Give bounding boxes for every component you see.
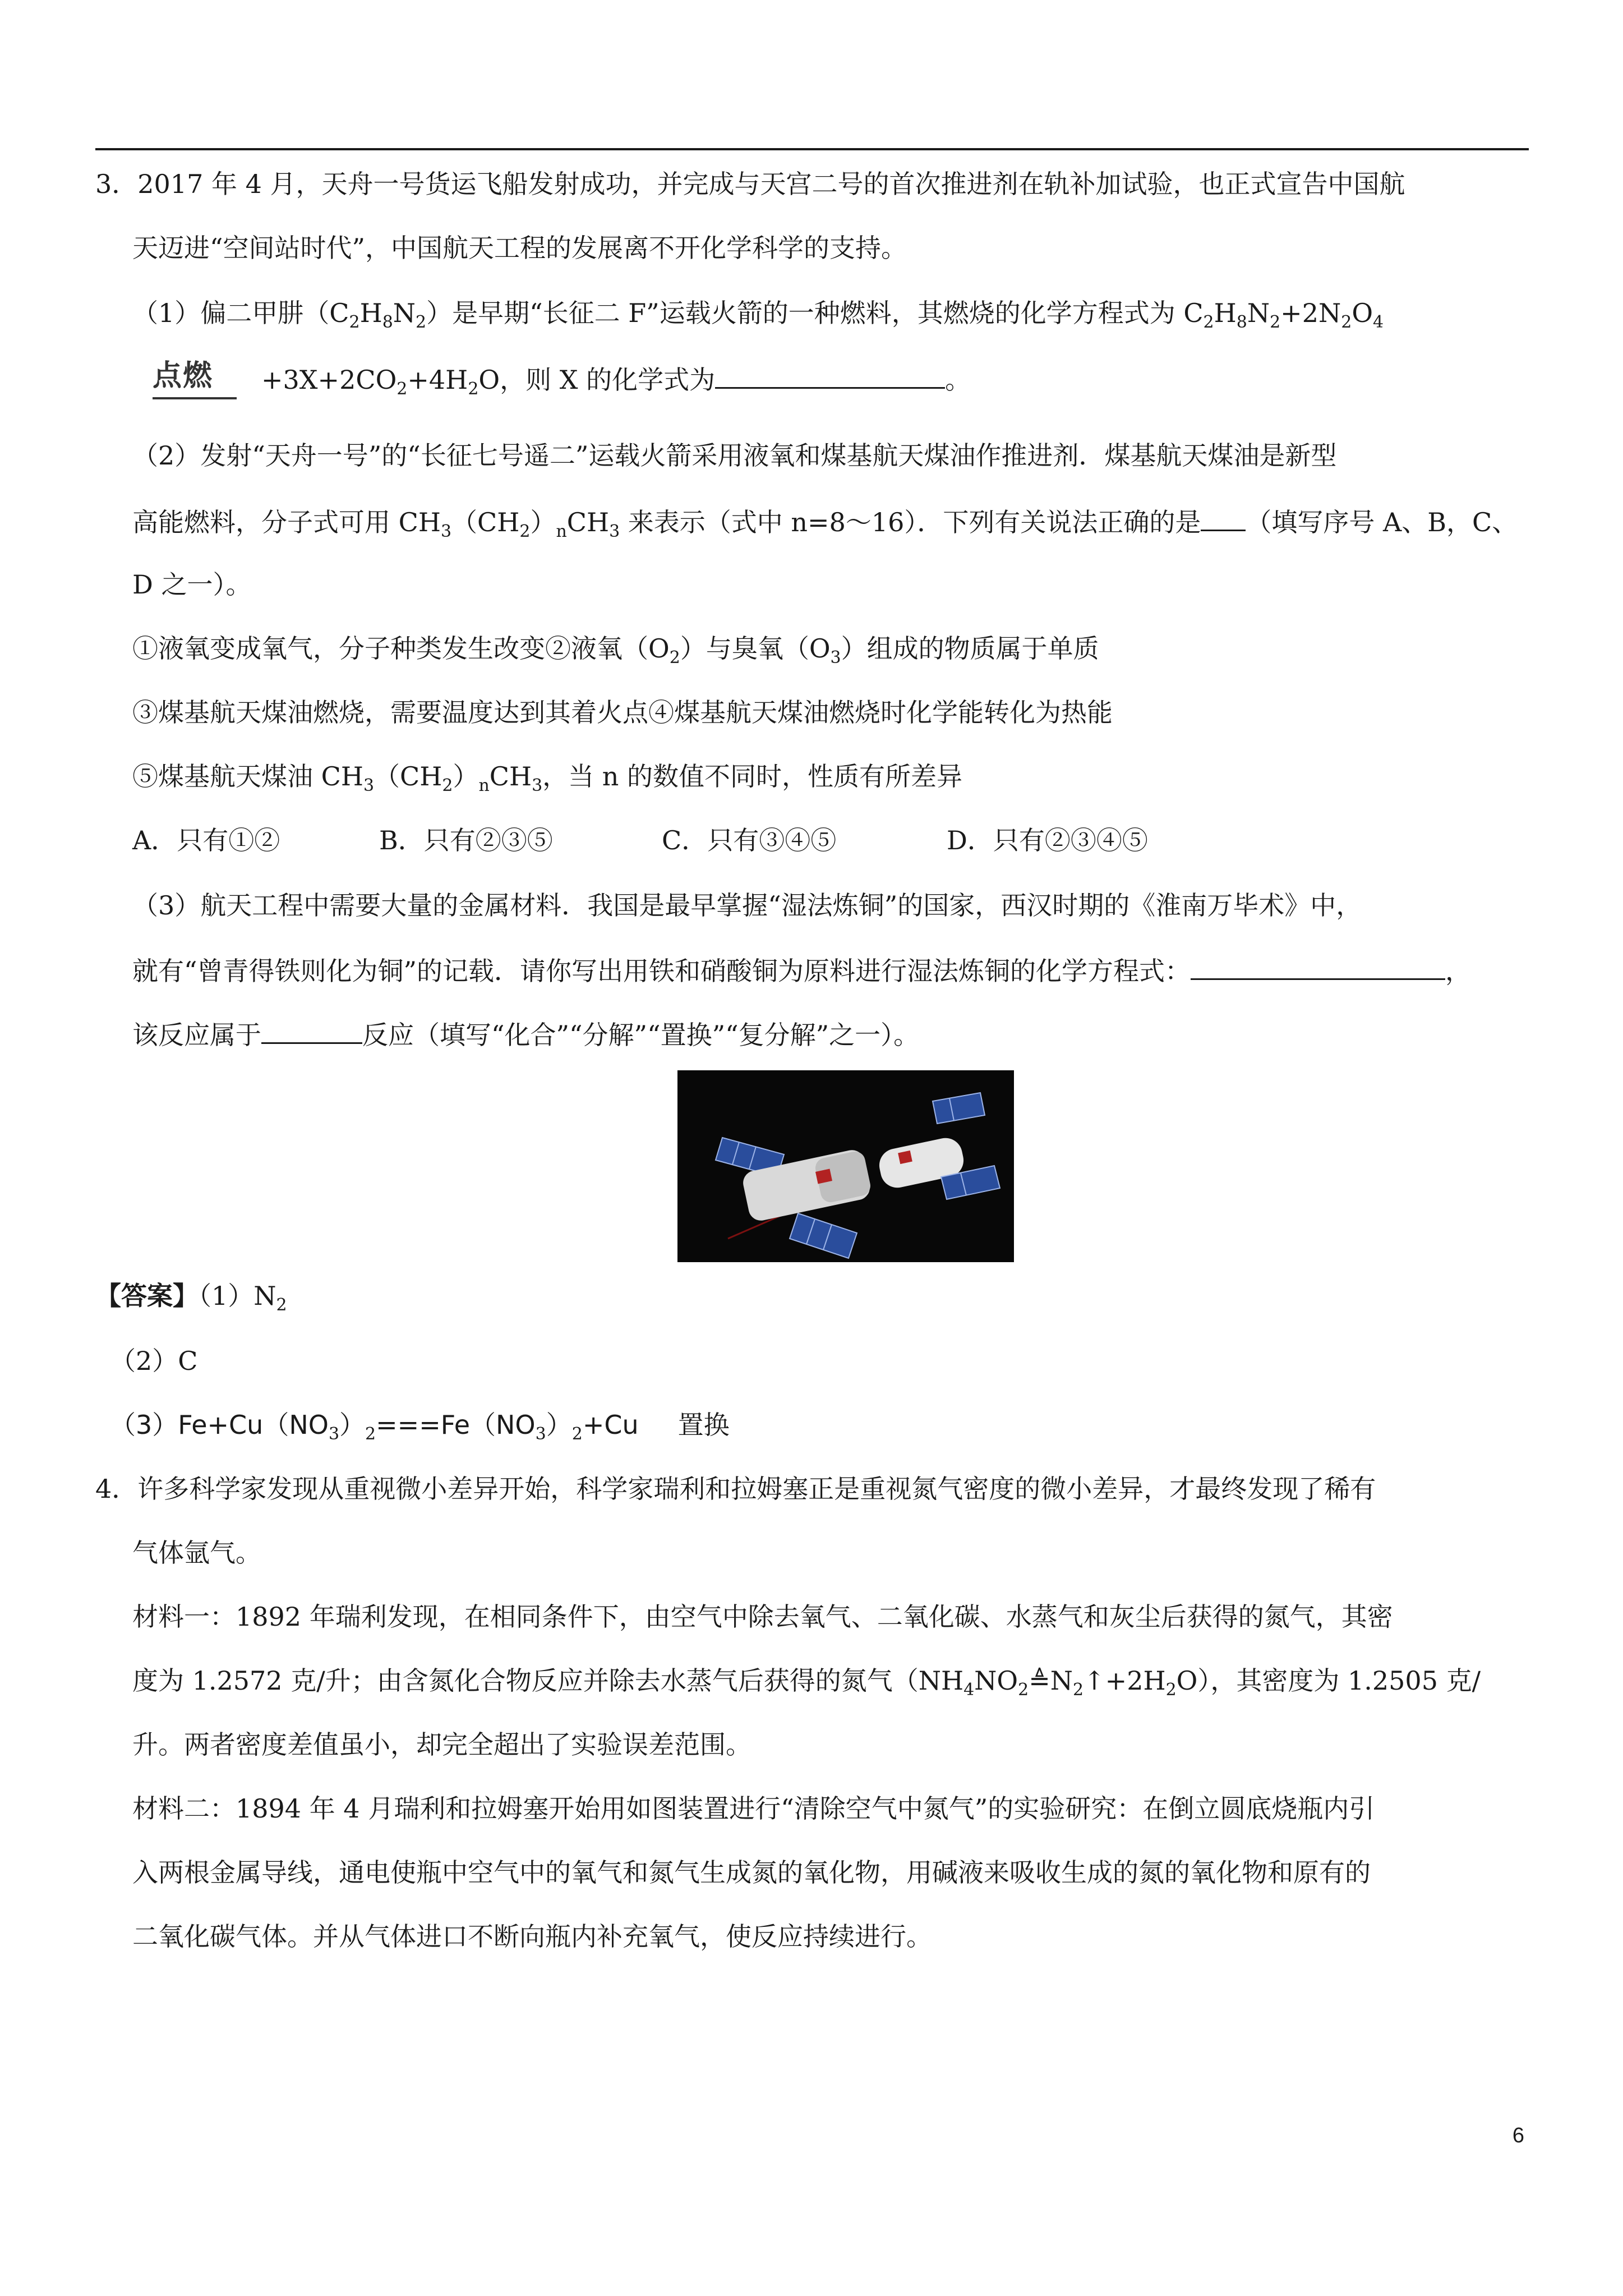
q4-line2: 气体氩气。 — [132, 1538, 261, 1568]
q3-part2-line2: 高能燃料，分子式可用 $CH_3(CH_2)_nCH_3$ 来表示（式中 n=8～16）．下列有关说法正确的是 （填写序号 A、B，C、 — [132, 504, 1518, 539]
header-rule — [95, 148, 1529, 150]
option-a[interactable]: A．只有①② — [132, 825, 280, 855]
statement-5: ⑤煤基航天煤油 $CH_3(CH_2)_nCH_3$，当 n 的数值不同时，性质有所差异 — [132, 761, 963, 795]
option-c[interactable]: C．只有③④⑤ — [662, 825, 837, 855]
option-d[interactable]: D．只有②③④⑤ — [947, 825, 1148, 855]
q3-part3-line2: 就有“曾青得铁则化为铜”的记载．请你写出用铁和硝酸铜为原料进行湿法炼铜的化学方程式： ， — [132, 953, 1471, 988]
reaction-condition — [153, 359, 248, 404]
answer-blank-equation[interactable] — [1191, 953, 1445, 980]
page-number: 6 — [1512, 2124, 1524, 2147]
q3-part2-line1: （2）发射“天舟一号”的“长征七号遥二”运载火箭采用液氧和煤基航天煤油作推进剂．煤基航天煤油是新型 — [132, 440, 1337, 471]
answer-line3: $(3)Fe+Cu(NO_3)_2===Fe(NO_3)_2+Cu$ 置换 — [110, 1410, 730, 1444]
q3-part3-line1: （3）航天工程中需要大量的金属材料．我国是最早掌握“湿法炼铜”的国家，西汉时期的《淮南万毕术》中， — [132, 890, 1362, 921]
reaction-arrow-bar — [153, 397, 237, 399]
answer-blank-x[interactable] — [715, 361, 945, 389]
ignition-condition-label: 点燃 — [153, 359, 214, 393]
right-solar-panel-upper-icon — [933, 1093, 985, 1124]
spacecraft-docking-image — [677, 1070, 1014, 1262]
answer-line1: 【答案】$(1)N_2$ — [95, 1281, 287, 1315]
material2-line3: 二氧化碳气体。并从气体进口不断向瓶内补充氧气，使反应持续进行。 — [132, 1921, 932, 1952]
material1-line3: 升。两者密度差值虽小，却完全超出了实验误差范围。 — [132, 1729, 751, 1760]
answer-label: 【答案】 — [95, 1281, 199, 1311]
q3-part3-line3: 该反应属于 反应（填写“化合”“分解”“置换”“复分解”之一）。 — [132, 1016, 919, 1052]
q4-line1: 4．许多科学家发现从重视微小差异开始，科学家瑞利和拉姆塞正是重视氮气密度的微小差异，才最终发现了稀有 — [95, 1474, 1376, 1504]
material2-line1: 材料二：1894 年 4 月瑞利和拉姆塞开始用如图装置进行“清除空气中氮气”的实验研究：在倒立圆底烧瓶内引 — [132, 1793, 1375, 1824]
q3-stem-line1: 3．2017 年 4 月，天舟一号货运飞船发射成功，并完成与天宫二号的首次推进剂在轨补加试验，也正式宣告中国航 — [95, 169, 1405, 199]
spacecraft-illustration — [677, 1070, 1014, 1262]
q3-part2-line3: D 之一）。 — [132, 569, 252, 600]
answer-line2: （2）C — [110, 1346, 198, 1376]
q3-part1-line1: （1）偏二甲肼$(C_2H_8N_2)$是早期“长征二 F”运载火箭的一种燃料，其燃烧的化学方程式为 $C_2H_8N_2+2N_2O_4$ — [132, 298, 1384, 332]
left-solar-panel-lower-icon — [790, 1213, 857, 1258]
material1-line2: 度为 1.2572 克/升；由含氮化合物反应并除去水蒸气后获得的氮气$(NH_4NO_2≜N_2↑+2H_2O)$，其密度为 1.2505 克/ — [132, 1665, 1481, 1700]
statement-1-2: ①液氧变成氧气，分子种类发生改变②液氧$(O_2)$与臭氧$(O_3)$组成的物质属于单质 — [132, 633, 1099, 668]
option-b[interactable]: B．只有②③⑤ — [379, 825, 553, 855]
material1-line1: 材料一：1892 年瑞利发现，在相同条件下，由空气中除去氧气、二氧化碳、水蒸气和灰尘后获得的氮气，其密 — [132, 1602, 1393, 1632]
q3-stem-line2: 天迈进“空间站时代”，中国航天工程的发展离不开化学科学的支持。 — [132, 233, 907, 263]
q3-part1-line2: $+3X+2CO_2+4H_2O$，则 X 的化学式为 。 — [261, 361, 971, 397]
answer-blank-reaction-type[interactable] — [261, 1016, 362, 1044]
material2-line2: 入两根金属导线，通电使瓶中空气中的氧气和氮气生成氮的氧化物，用碱液来吸收生成的氮的氧化物和原有的 — [132, 1857, 1371, 1888]
statement-3-4: ③煤基航天煤油燃烧，需要温度达到其着火点④煤基航天煤油燃烧时化学能转化为热能 — [132, 697, 1113, 728]
answer-blank-choice[interactable] — [1201, 504, 1246, 531]
